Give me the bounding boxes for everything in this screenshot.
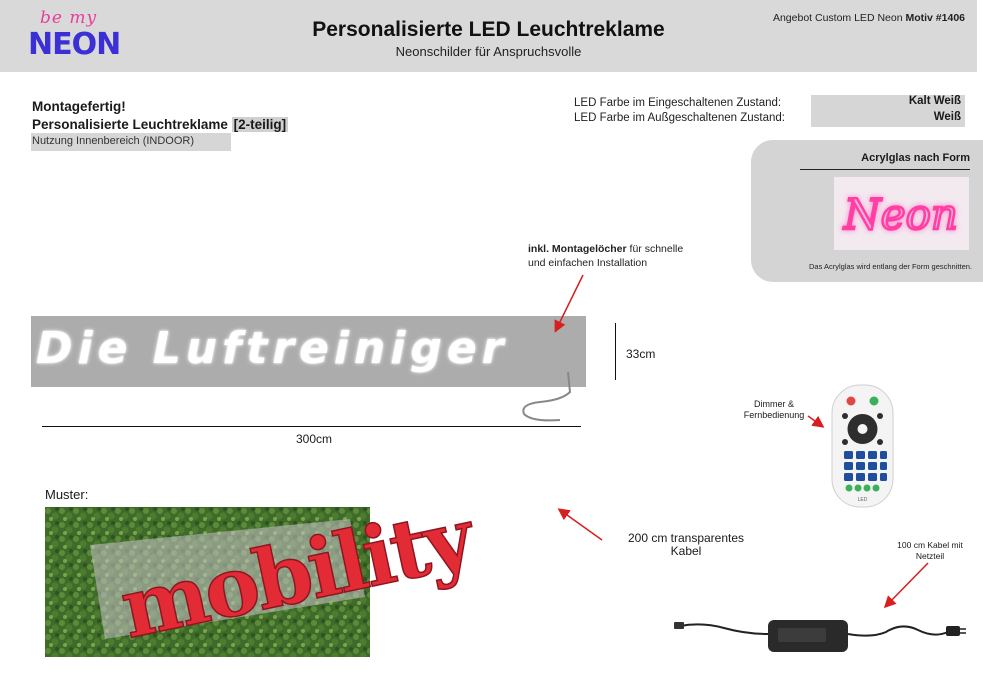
logo-top-text: be my bbox=[40, 8, 98, 28]
dimmer-label-line2: Fernbedienung bbox=[743, 410, 805, 420]
cable-arrow-icon bbox=[560, 510, 602, 540]
cable-label-line1: 200 cm transparentes bbox=[627, 531, 745, 545]
offer-reference bbox=[773, 12, 965, 24]
mounting-note-rest2: und einfachen Installation bbox=[528, 257, 648, 269]
sign-text: Die Luftreiniger bbox=[36, 323, 509, 374]
acrylic-note: Das Acrylglas wird entlang der Form geschnitten. bbox=[809, 262, 972, 271]
sample-sign-text: mobility bbox=[112, 490, 479, 658]
psu-label-line1: 100 cm Kabel mit bbox=[897, 540, 963, 550]
led-on-value: Kalt Weiß bbox=[811, 95, 965, 111]
offer-motif: Motiv #1406 bbox=[905, 12, 965, 24]
offer-prefix: Angebot Custom LED Neon bbox=[772, 12, 903, 24]
psu-label bbox=[882, 540, 978, 562]
parts-badge: [2-teilig] bbox=[233, 117, 287, 132]
height-dimension-line bbox=[615, 323, 616, 380]
acrylic-sample-image bbox=[834, 177, 969, 250]
width-dimension-line bbox=[42, 426, 581, 427]
cable-label bbox=[606, 532, 766, 558]
mounting-note bbox=[528, 242, 683, 270]
dimmer-label-line1: Dimmer & bbox=[754, 399, 794, 409]
product-name bbox=[32, 117, 288, 132]
acrylic-title: Acrylglas nach Form bbox=[800, 152, 970, 170]
page-subtitle: Neonschilder für Anspruchsvolle bbox=[395, 44, 582, 59]
usage-info: Nutzung Innenbereich (INDOOR) bbox=[31, 133, 231, 151]
ready-to-mount-label: Montagefertig! bbox=[32, 99, 126, 114]
page-title: Personalisierte LED Leuchtreklame bbox=[312, 18, 665, 41]
power-supply-image bbox=[672, 608, 972, 668]
remote-control-image bbox=[830, 383, 895, 509]
cable-label-line2: Kabel bbox=[670, 544, 702, 558]
psu-arrow-icon bbox=[886, 563, 928, 606]
height-dimension-label: 33cm bbox=[626, 347, 656, 361]
mounting-note-rest1: für schnelle bbox=[629, 243, 684, 255]
psu-label-line2: Netzteil bbox=[915, 551, 945, 561]
logo-bottom-text: NEON bbox=[28, 27, 121, 62]
dimmer-label bbox=[726, 399, 822, 421]
led-on-label: LED Farbe im Eingeschaltenen Zustand: bbox=[574, 97, 782, 109]
led-off-label: LED Farbe im Außgeschaltenen Zustand: bbox=[574, 112, 785, 124]
acrylic-sample-text: Neon bbox=[844, 190, 958, 239]
product-name-text: Personalisierte Leuchtreklame bbox=[32, 117, 228, 132]
sample-label: Muster: bbox=[45, 487, 89, 502]
remote-brand-text: LED bbox=[857, 497, 868, 503]
led-off-value: Weiß bbox=[811, 111, 965, 127]
mounting-note-bold: inkl. Montagelöcher bbox=[528, 243, 627, 255]
width-dimension-label: 300cm bbox=[296, 432, 333, 446]
